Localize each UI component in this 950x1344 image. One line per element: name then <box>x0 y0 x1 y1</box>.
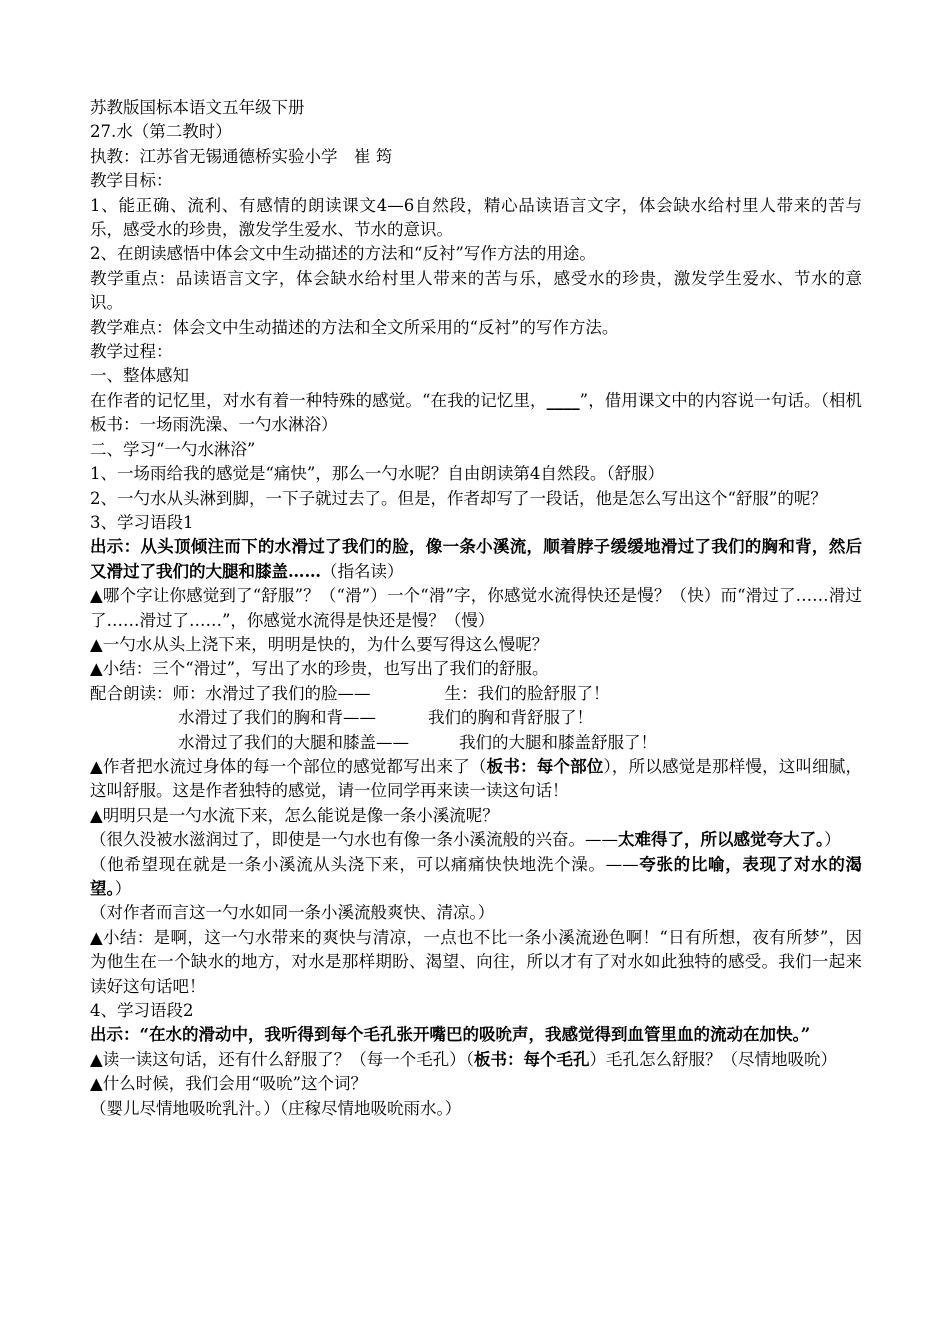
segment1-item-7 <box>90 853 862 902</box>
segment1-item-5: ▲明明只是一勺水流下来，怎么能说是像一条小溪流呢？ <box>90 805 499 825</box>
segment2-item-2: ▲什么时候，我们会用“吸吮”这个词？ <box>90 1074 368 1094</box>
choral-reading-line-2 <box>90 706 862 730</box>
part1-text-a: 在作者的记忆里，对水有着一种特殊的感觉。“在我的记忆里， <box>90 390 547 410</box>
segment1-heading: 3、学习语段1 <box>90 512 194 532</box>
segment1-item-7-bold: 夸张的比喻，表现了对水的渴望。 <box>90 854 863 898</box>
segment1-item-8: （对作者而言这一勺水如同一条小溪流般爽快、清凉。） <box>90 903 495 923</box>
segment1-quote-tail: （指名读） <box>321 561 404 581</box>
process-heading: 教学过程： <box>90 342 173 362</box>
segment1-item-6-b: ） <box>824 830 841 850</box>
segment2-item-3: （婴儿尽情地吸吮乳汁。）（庄稼尽情地吸吮雨水。） <box>90 1098 462 1118</box>
goal-item-1: 1、能正确、流利、有感情的朗读课文4—6自然段，精心品读语言文字，体会缺水给村里人带来的苦与乐，感受水的珍贵，激发学生爱水、节水的意识。 <box>90 195 862 240</box>
choral-student-1: 生：我们的脸舒服了！ <box>444 683 610 703</box>
segment1-item-6-bold: 太难得了，所以感觉夸大了。 <box>618 830 825 850</box>
document-page <box>90 96 862 1121</box>
fill-blank: ____ <box>546 390 580 410</box>
segment1-item-4-b: ），所以感觉是那样慢，这叫细腻，这叫舒服。这是作者独特的感觉，请一位同学再来读一读这句话！ <box>90 756 863 801</box>
segment1-item-4-a: ▲作者把水流过身体的每一个部位的感觉都写出来了（ <box>90 756 487 776</box>
choral-student-2: 我们的胸和背舒服了！ <box>428 708 593 728</box>
board-note-each-part: 板书：每个部位 <box>486 756 604 776</box>
choral-reading-line-1 <box>90 682 862 706</box>
segment1-item-3: ▲小结：三个“滑过”，写出了水的珍贵，也写出了我们的舒服。 <box>90 659 549 679</box>
lesson-subtitle: 27.水（第二教时） <box>90 122 232 142</box>
part2-heading: 二、学习“一勺水淋浴” <box>90 439 256 459</box>
part1-text-b: ”，借用课文中的内容说一句话。（相机板书：一场雨洗澡、一勺水淋浴） <box>90 390 863 435</box>
segment1-item-6-a: （很久没被水滋润过了，即使是一勺水也有像一条小溪流般的兴奋。—— <box>90 830 618 850</box>
choral-teacher-3: 水滑过了我们的大腿和膝盖—— <box>178 732 409 752</box>
document-title: 苏教版国标本语文五年级下册 <box>90 98 305 117</box>
teaching-key-point: 教学重点：品读语言文字，体会缺水给村里人带来的苦与乐，感受水的珍贵，激发学生爱水、节水的意识。 <box>90 268 862 313</box>
choral-teacher-1: 配合朗读：师：水滑过了我们的脸—— <box>90 683 371 703</box>
teaching-difficulty: 教学难点：体会文中生动描述的方法和全文所采用的“反衬”的写作方法。 <box>90 317 619 337</box>
part1-heading: 一、整体感知 <box>90 366 189 386</box>
part1-text <box>90 389 862 438</box>
segment2-quote: 出示：“在水的滑动中，我听得到每个毛孔张开嘴巴的吸吮声，我感觉得到血管里血的流动在加快。” <box>90 1025 811 1045</box>
segment2-heading: 4、学习语段2 <box>90 1001 194 1021</box>
board-note-each-pore: 板书：每个毛孔 <box>473 1049 590 1069</box>
goals-heading: 教学目标： <box>90 171 173 191</box>
segment2-item-1-a: ▲读一读这句话，还有什么舒服了？（每一个毛孔）（ <box>90 1049 474 1069</box>
segment2-item-1-b: ）毛孔怎么舒服？（尽情地吸吮） <box>589 1049 837 1069</box>
segment1-quote <box>90 535 862 584</box>
segment2-item-1 <box>90 1048 862 1072</box>
segment1-item-6 <box>90 828 862 852</box>
segment1-quote-bold: 出示：从头顶倾注而下的水滑过了我们的脸，像一条小溪流，顺着脖子缓缓地滑过了我们的胸和背，然后又滑过了我们的大腿和膝盖…… <box>90 537 862 581</box>
segment1-summary: ▲小结：是啊，这一勺水带来的爽快与清凉，一点也不比一条小溪流逊色啊！“日有所想，夜有所梦”，因为他生在一个缺水的地方，对水是那样期盼、渴望、向往，所以才有了对水如此独特的感受。我们一起来读好这句话吧！ <box>90 927 862 996</box>
segment1-item-7-b: ） <box>114 879 132 898</box>
part2-question-1: 1、一场雨给我的感觉是“痛快”，那么一勺水呢？自由朗读第4自然段。（舒服） <box>90 464 665 484</box>
segment1-item-4 <box>90 755 862 804</box>
choral-student-3: 我们的大腿和膝盖舒服了！ <box>459 732 657 752</box>
segment1-item-1: ▲哪个字让你感觉到了“舒服”？（“滑”）一个“滑”字，你感觉水流得快还是慢？（快）而“滑过了……滑过了……滑过了……”，你感觉水流得是快还是慢？（慢） <box>90 586 862 630</box>
choral-reading-line-3 <box>90 731 862 755</box>
teacher-line: 执教：江苏省无锡通德桥实验小学 崔 筠 <box>90 146 393 166</box>
segment1-item-2: ▲一勺水从头上浇下来，明明是快的，为什么要写得这么慢呢？ <box>90 634 549 654</box>
goal-item-2: 2、在朗读感悟中体会文中生动描述的方法和“反衬”写作方法的用途。 <box>90 244 596 264</box>
part2-question-2: 2、一勺水从头淋到脚，一下子就过去了。但是，作者却写了一段话，他是怎么写出这个“舒服”的呢？ <box>90 488 827 508</box>
segment1-item-7-a: （他希望现在就是一条小溪流从头浇下来，可以痛痛快快地洗个澡。—— <box>90 854 639 874</box>
choral-teacher-2: 水滑过了我们的胸和背—— <box>178 708 376 728</box>
